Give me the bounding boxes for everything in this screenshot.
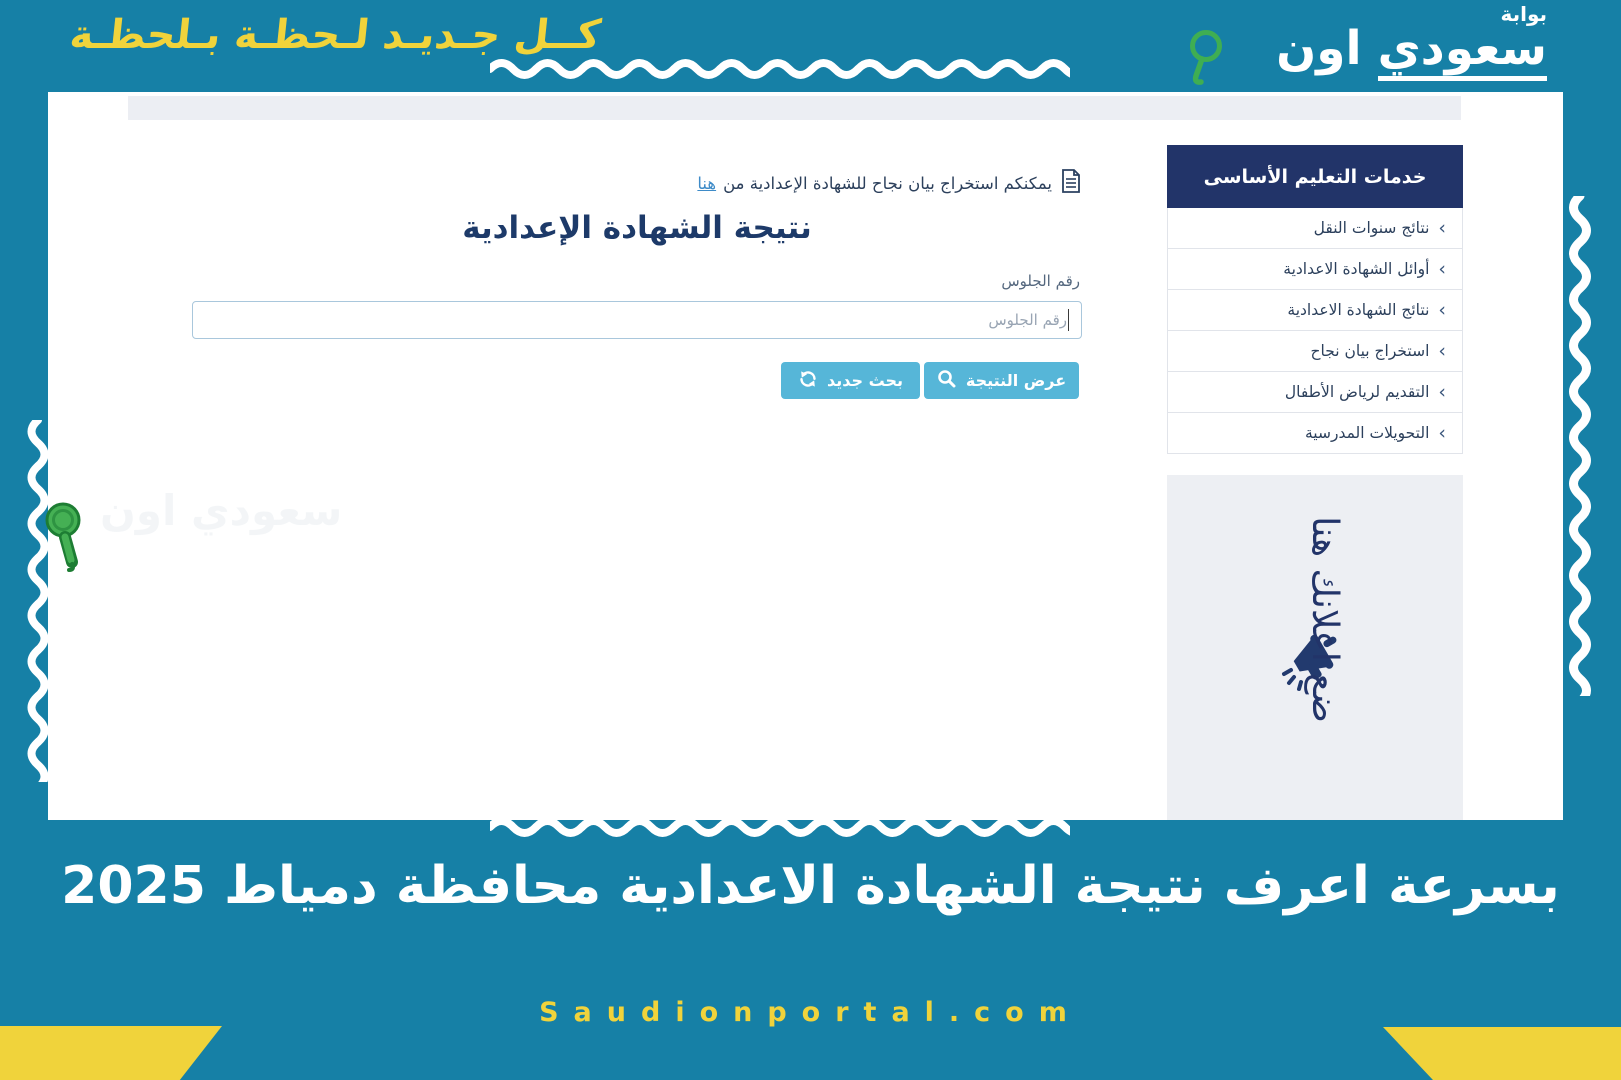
magnifier-icon bbox=[1179, 26, 1231, 92]
site-url-text: Saudionportal.com bbox=[539, 997, 1082, 1028]
ad-placeholder-box bbox=[1167, 475, 1463, 820]
sidebar-item-prep-certificate-top[interactable] bbox=[1167, 249, 1463, 290]
magnifier-icon bbox=[42, 498, 86, 580]
logo-sup-label: بوابة bbox=[1500, 2, 1547, 26]
sidebar-item-label: التقديم لرياض الأطفال bbox=[1284, 383, 1430, 401]
info-line bbox=[192, 168, 1082, 198]
wave-decoration-right bbox=[1566, 196, 1596, 696]
document-icon bbox=[1059, 168, 1082, 198]
wave-decoration-top bbox=[490, 56, 1070, 82]
sidebar-item-label: أوائل الشهادة الاعدادية bbox=[1283, 260, 1430, 278]
text-caret bbox=[1068, 309, 1070, 331]
logo-word-2: اون bbox=[1276, 21, 1362, 76]
chevron-left-icon: ‹ bbox=[1438, 216, 1446, 239]
chevron-left-icon: ‹ bbox=[1438, 380, 1446, 403]
new-search-label: بحث جديد bbox=[826, 371, 904, 390]
sidebar-item-transfer-years-results[interactable] bbox=[1167, 208, 1463, 249]
logo-word-1: سعودي bbox=[1378, 22, 1547, 81]
corner-wedge-right bbox=[1383, 1027, 1621, 1080]
ad-rotated-text: ضع اعلانك هنا bbox=[1304, 516, 1345, 723]
logo-watermark: سعودي اون bbox=[100, 486, 343, 535]
page-top-strip bbox=[128, 96, 1461, 120]
sidebar-item-label: استخراج بيان نجاح bbox=[1310, 342, 1430, 360]
show-result-button[interactable] bbox=[924, 362, 1079, 399]
tagline-text: كــل جـديـد لـحظـة بـلحظـة bbox=[67, 12, 604, 58]
seat-number-label: رقم الجلوس bbox=[1001, 272, 1080, 290]
page-title: نتيجة الشهادة الإعدادية bbox=[462, 210, 812, 246]
sidebar-item-success-statement[interactable] bbox=[1167, 331, 1463, 372]
chevron-left-icon: ‹ bbox=[1438, 298, 1446, 321]
footer-headline: بسرعة اعرف نتيجة الشهادة الاعدادية محافظة دمياط 2025 bbox=[61, 856, 1560, 916]
chevron-left-icon: ‹ bbox=[1438, 257, 1446, 280]
corner-wedge-left bbox=[0, 1026, 222, 1080]
search-icon bbox=[937, 369, 957, 393]
sidebar-item-label: نتائج الشهادة الاعدادية bbox=[1287, 301, 1430, 319]
site-logo[interactable] bbox=[1276, 2, 1547, 81]
sidebar-item-kindergarten-apply[interactable] bbox=[1167, 372, 1463, 413]
show-result-label: عرض النتيجة bbox=[965, 371, 1067, 390]
chevron-left-icon: ‹ bbox=[1438, 421, 1446, 444]
sidebar-item-school-transfers[interactable] bbox=[1167, 413, 1463, 454]
seat-number-input-wrap bbox=[192, 301, 1082, 339]
info-text: يمكنكم استخراج بيان نجاح للشهادة الإعدادية من bbox=[723, 173, 1052, 193]
website-screenshot-card bbox=[48, 92, 1563, 820]
services-sidebar bbox=[1167, 145, 1463, 454]
info-here-link[interactable]: هنا bbox=[697, 173, 717, 193]
sidebar-item-label: نتائج سنوات النقل bbox=[1313, 219, 1430, 237]
sidebar-item-prep-certificate-results[interactable] bbox=[1167, 290, 1463, 331]
new-search-button[interactable] bbox=[781, 362, 920, 399]
refresh-icon bbox=[798, 369, 818, 393]
sidebar-item-label: التحويلات المدرسية bbox=[1305, 424, 1430, 442]
sidebar-header: خدمات التعليم الأساسى bbox=[1167, 145, 1463, 208]
seat-number-input[interactable] bbox=[192, 301, 1082, 339]
chevron-left-icon: ‹ bbox=[1438, 339, 1446, 362]
